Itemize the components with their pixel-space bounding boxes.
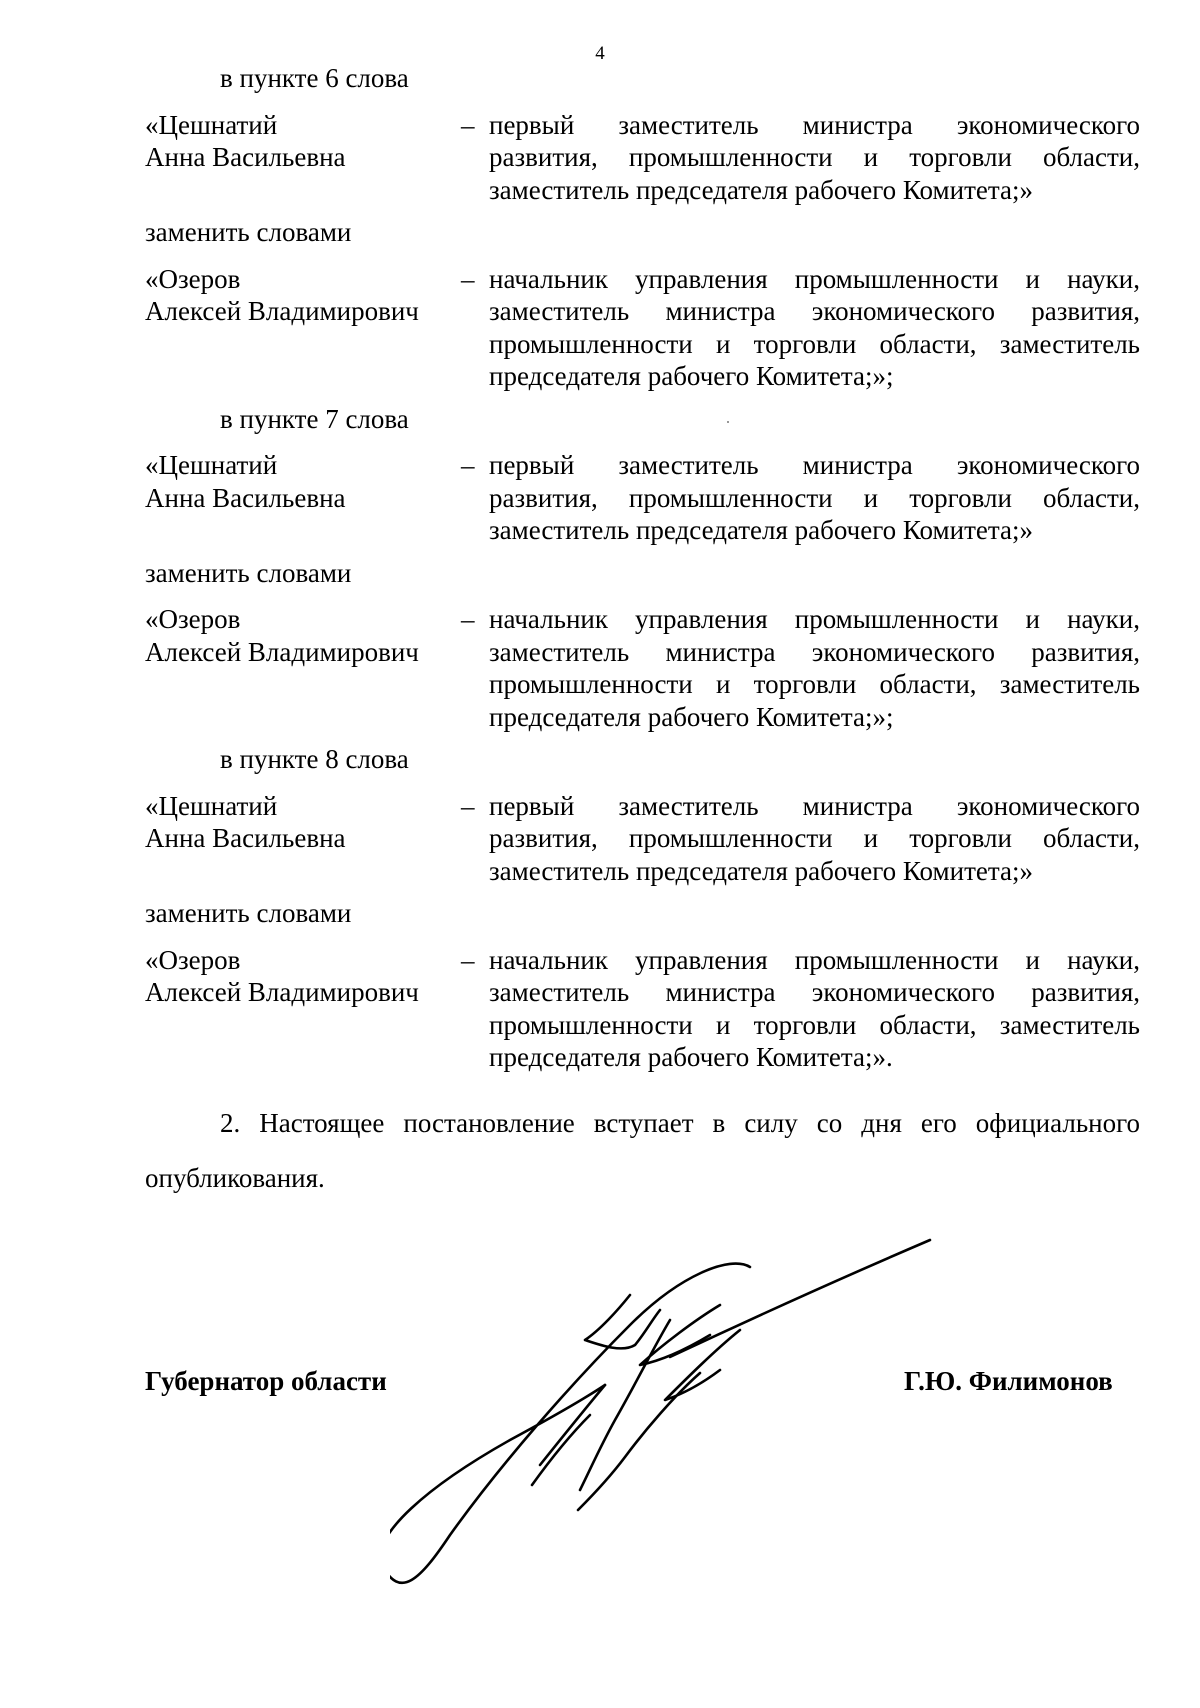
new-entry	[145, 263, 1140, 393]
entry-person-name	[145, 109, 461, 207]
scan-speck	[727, 421, 729, 423]
old-entry	[145, 790, 1140, 888]
entry-description: первый заместитель министра экономического развития, промышленности и торговли области, заместитель председателя рабочего Комитета;»	[489, 790, 1140, 886]
entry-dash: –	[461, 944, 475, 975]
handwritten-signature	[390, 1235, 950, 1595]
entry-name-line: «Цешнатий	[145, 790, 278, 821]
new-entry	[145, 603, 1140, 733]
closing-paragraph: 2. Настоящее постановление вступает в силу со дня его официального опубликования.	[145, 1107, 1140, 1193]
entry-name-line: Анна Васильевна	[145, 482, 346, 513]
replace-label: заменить словами	[145, 898, 352, 928]
entry-name-line: «Цешнатий	[145, 109, 278, 140]
entry-person-name	[145, 790, 461, 888]
entry-name-line: «Озеров	[145, 604, 241, 634]
entry-description: первый заместитель министра экономического развития, промышленности и торговли области, заместитель председателя рабочего Комитета;»	[489, 109, 1140, 205]
entry-person-name	[145, 603, 461, 733]
page-number: 4	[595, 43, 605, 64]
entry-person-name	[145, 263, 461, 393]
entry-dash: –	[461, 450, 475, 480]
amendment-section	[145, 743, 1140, 1074]
entry-name-line: Алексей Владимирович	[145, 977, 419, 1007]
point-heading: в пункте 7 слова	[220, 403, 409, 434]
entry-description: начальник управления промышленности и науки, заместитель министра экономического развития, промышленности и торговли области, заместитель председателя рабочего Комитета;»;	[489, 263, 1140, 391]
entry-name-line: Анна Васильевна	[145, 142, 346, 172]
entry-name-line: «Цешнатий	[145, 450, 278, 480]
replace-label: заменить словами	[145, 217, 352, 247]
new-entry	[145, 944, 1140, 1074]
entry-name-line: Алексей Владимирович	[145, 296, 419, 326]
entry-description: начальник управления промышленности и науки, заместитель министра экономического развития, промышленности и торговли области, заместитель председателя рабочего Комитета;»;	[489, 604, 1140, 732]
entry-name-line: Анна Васильевна	[145, 823, 346, 853]
signatory-title: Губернатор области	[145, 1366, 387, 1396]
entry-person-name	[145, 944, 461, 1074]
entry-description: начальник управления промышленности и науки, заместитель министра экономического развития, промышленности и торговли области, заместитель председателя рабочего Комитета;».	[489, 944, 1140, 1072]
entry-person-name	[145, 449, 461, 547]
point-heading: в пункте 8 слова	[220, 744, 409, 774]
entry-dash: –	[461, 109, 475, 140]
document-body	[145, 62, 1140, 1206]
entry-dash: –	[461, 790, 475, 821]
entry-dash: –	[461, 263, 475, 294]
old-entry	[145, 109, 1140, 207]
entry-name-line: «Озеров	[145, 944, 241, 975]
entry-description: первый заместитель министра экономического развития, промышленности и торговли области, заместитель председателя рабочего Комитета;»	[489, 450, 1140, 545]
amendment-section	[145, 403, 1140, 734]
replace-label: заменить словами	[145, 557, 352, 588]
signatory-name: Г.Ю. Филимонов	[904, 1366, 1113, 1396]
entry-name-line: «Озеров	[145, 263, 241, 294]
old-entry	[145, 449, 1140, 547]
entry-dash: –	[461, 604, 475, 634]
point-heading: в пункте 6 слова	[220, 63, 409, 93]
amendment-section	[145, 62, 1140, 393]
entry-name-line: Алексей Владимирович	[145, 636, 419, 667]
